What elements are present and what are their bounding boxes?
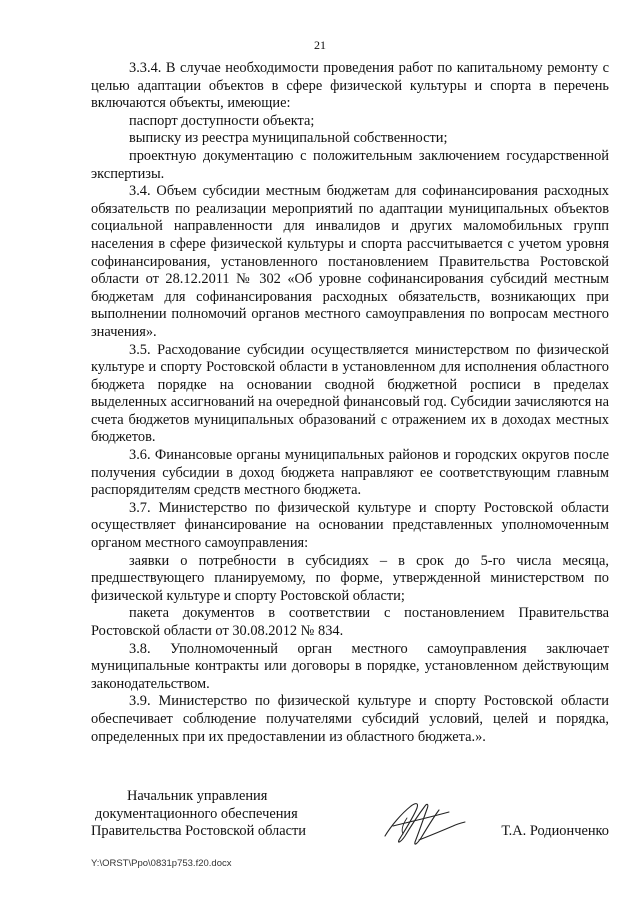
document-body [91,60,609,746]
signatory-title-line-3: Правительства Ростовской области [91,823,306,840]
list-item-registry-extract: выписку из реестра муниципальной собственности; [129,130,448,147]
paragraph-3-6: 3.6. Финансовые органы муниципальных районов и городских округов после получения субсидии в доход бюджета направляют ее соответствующим главным распорядителям средств местного бюджета. [91,447,609,499]
paragraph-3-8: 3.8. Уполномоченный орган местного самоуправления заключает муниципальные контракты или договоры в порядке, установленном действующим законодательством. [91,640,609,692]
list-item-document-package: пакета документов в соответствии с постановлением Правительства Ростовской области от 30.08.2012 № 834. [91,605,609,639]
paragraph-3-5: 3.5. Расходование субсидии осуществляется министерством по физической культуре и спорту Ростовской области в установленном для исполнения областного бюджета порядке на основании сводной бюджетной росписи в пределах выделенных ассигнований на очередной финансовый год. Субсидии зачисляются на счета бюджетов муниципальных образований с отражением их в доходах местных бюджетов. [91,341,609,446]
handwritten-signature-icon [379,796,469,854]
paragraph-3-7: 3.7. Министерство по физической культуре и спорту Ростовской области осуществляет финансирование на основании представленных уполномоченным органом местного самоуправления: [91,499,609,552]
signatory-title-line-2: документационного обеспечения [95,805,298,822]
paragraph-3-4: 3.4. Объем субсидии местным бюджетам для софинансирования расходных обязательств по реализации мероприятий по адаптации муниципальных объектов социальной направленности для инвалидов и других маломобильных групп населения в сфере физической культуры и спорта рассчитывается с учетом уровня софинансирования, установленного постановлением Правительства Ростовской области от 28.12.2011 № 302 «Об уровне софинансирования субсидий местным бюджетам для софинансирования расходных обязательств, возникающих при выполнении полномочий органов местного самоуправления по вопросам местного значения». [91,183,609,340]
list-item-accessibility-passport: паспорт доступности объекта; [129,112,315,129]
signature-block [91,788,609,848]
list-item-project-documentation: проектную документацию с положительным заключением государственной экспертизы. [91,147,609,182]
paragraph-3-3-4: 3.3.4. В случае необходимости проведения работ по капитальному ремонту с целью адаптации объектов в сфере физической культуры и спорта в перечень включаются объекты, имеющие: [91,60,609,112]
signatory-name: Т.А. Родионченко [501,823,609,839]
signatory-title [91,788,351,841]
page-number: 21 [314,38,326,52]
signatory-title-line-1: Начальник управления [127,788,268,804]
list-item-subsidy-request: заявки о потребности в субсидиях – в срок до 5-го числа месяца, предшествующего планируемому, по форме, утвержденной министерством по физической культуре и спорту Ростовской области; [91,552,609,604]
paragraph-3-9: 3.9. Министерство по физической культуре и спорту Ростовской области обеспечивает соблюдение получателями субсидий условий, целей и порядка, определенных при их предоставлении из областного бюджета.». [91,693,609,745]
file-path-footer: Y:\ORST\Ppo\0831p753.f20.docx [91,858,232,869]
